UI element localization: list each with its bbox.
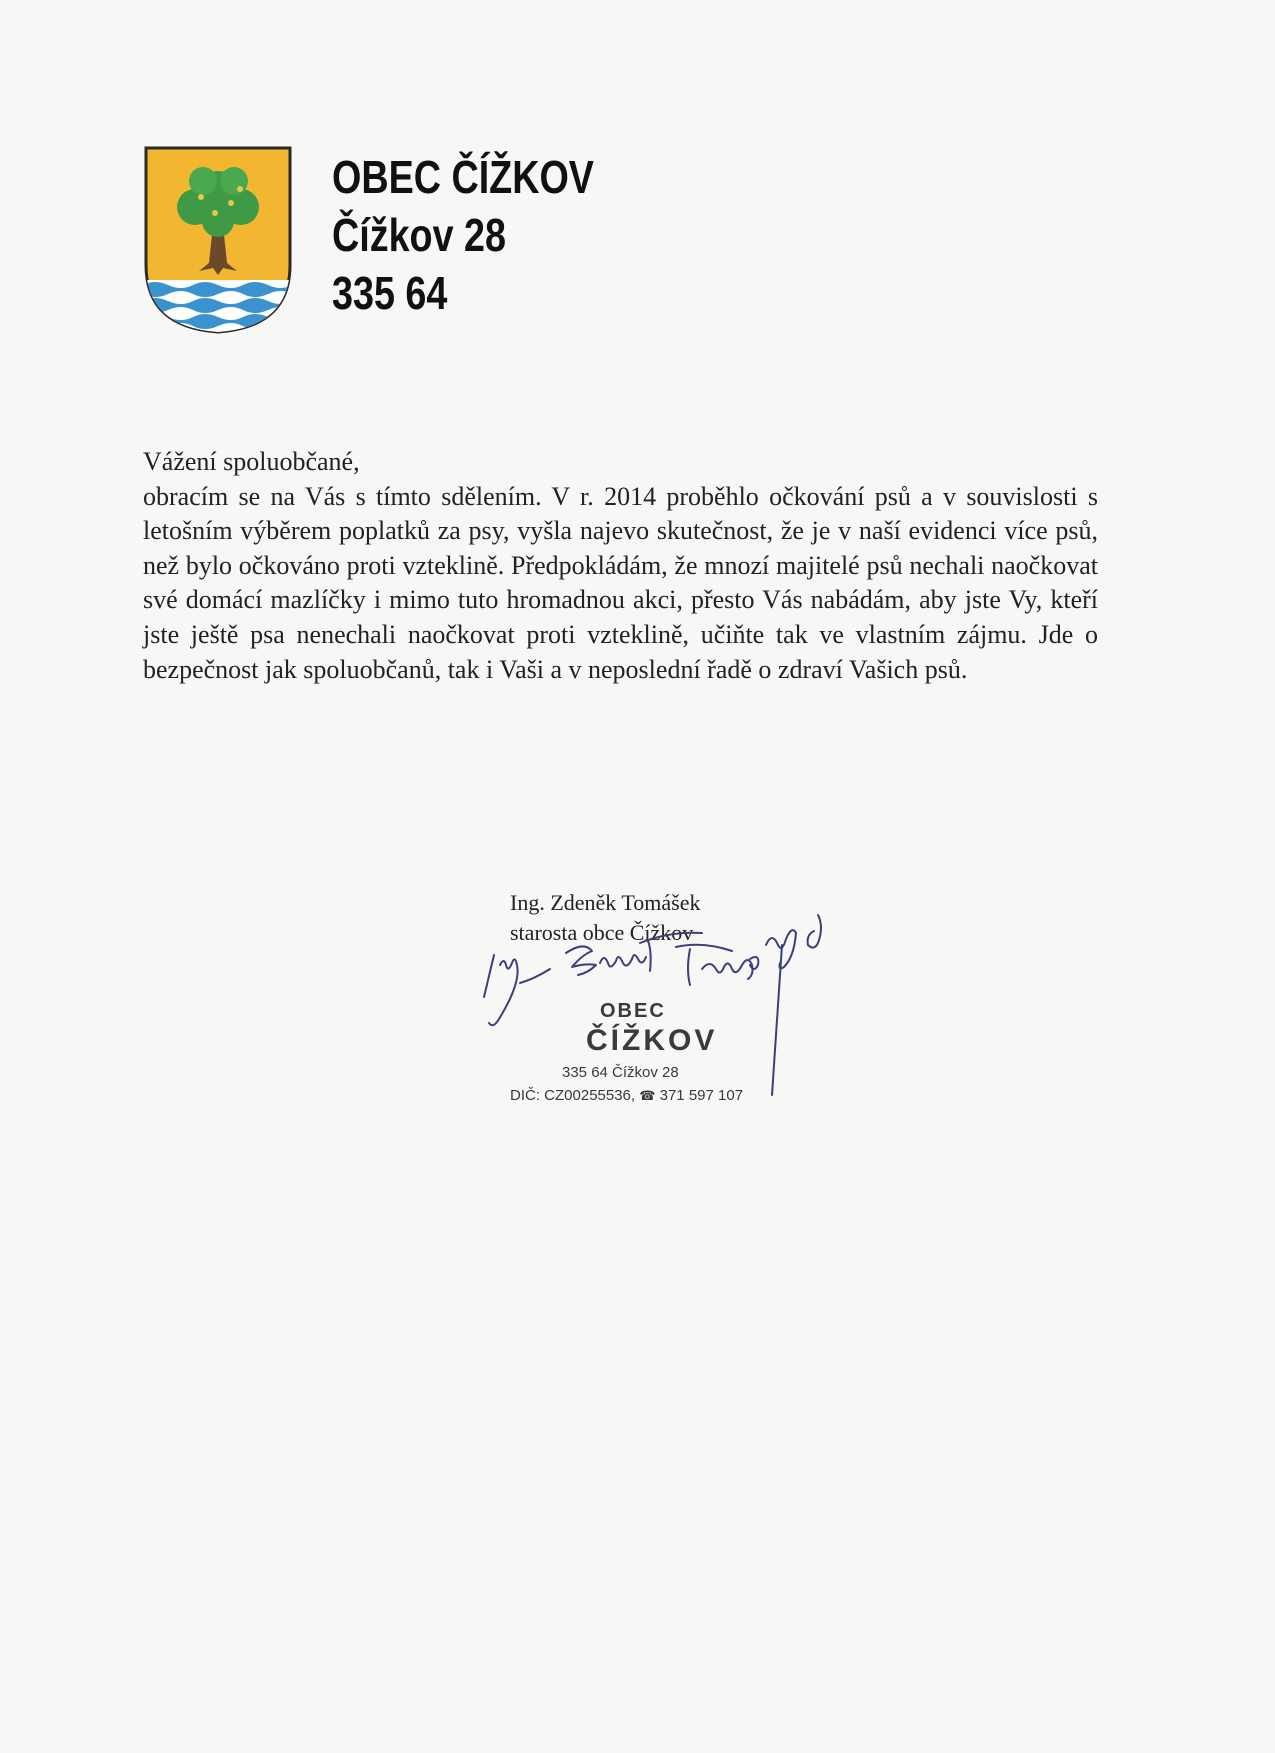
stamp-tax-id: DIČ: CZ00255536, <box>510 1087 636 1104</box>
stamp-top-word: OBEC <box>600 1000 666 1022</box>
salutation: Vážení spoluobčané, <box>143 447 360 476</box>
phone-icon: ☎ <box>639 1088 656 1103</box>
letter-body <box>143 445 1098 687</box>
stamp-address: 335 64 Čížkov 28 <box>562 1064 679 1081</box>
coat-of-arms-logo <box>143 145 293 335</box>
stamp-phone: 371 597 107 <box>659 1087 744 1104</box>
letter-paragraph: obracím se na Vás s tímto sdělením. V r. 2014 proběhlo očkování psů a v souvislosti s letošním výběrem poplatků za psy, vyšla najevo skutečnost, že je v naší evidenci více psů, než bylo očkováno proti vzteklině. Předpokládám, že mnozí majitelé psů nechali naočkovat své domácí mazlíčky i mimo tuto hromadnou akci, přesto Vás nabádám, aby jste Vy, kteří jste ještě psa nenechali naočkovat proti vzteklině, učiňte tak ve vlastním zájmu. Jde o bezpečnost jak spoluobčanů, tak i Vaši a v neposlední řadě o zdraví Vašich psů. <box>143 481 1098 684</box>
signatory-name: Ing. Zdeněk Tomášek <box>510 890 701 915</box>
stamp-tax-line <box>510 1087 743 1104</box>
signatory-role: starosta obce Čížkov <box>510 920 694 945</box>
municipality-postcode: 335 64 <box>332 267 448 319</box>
stamp-name: ČÍŽKOV <box>586 1024 718 1057</box>
municipality-name: OBEC ČÍŽKOV <box>332 151 594 203</box>
municipality-street: Čížkov 28 <box>332 209 507 261</box>
municipality-header <box>332 148 594 322</box>
